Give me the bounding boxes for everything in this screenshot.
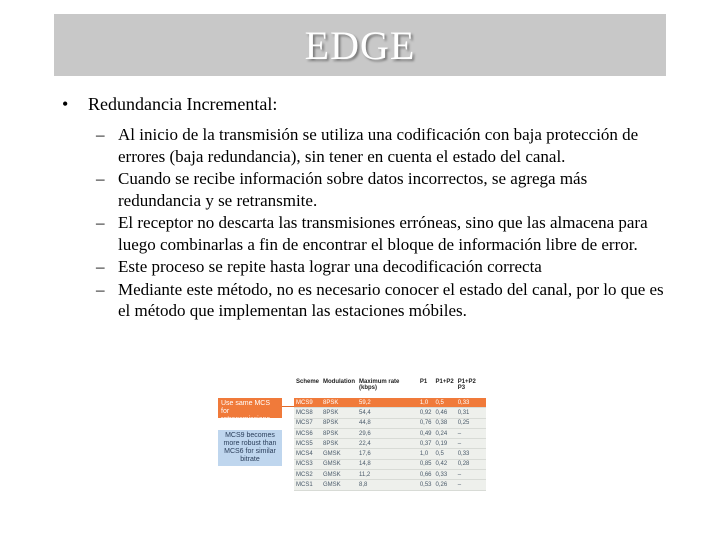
table-cell: MCS1 <box>294 480 321 490</box>
sub-bullet-text: Este proceso se repite hasta lograr una decodificación correcta <box>118 257 542 276</box>
sub-bullet-text: Cuando se recibe información sobre datos incorrectos, se agrega más redundancia y se retransmite. <box>118 169 588 210</box>
table-cell: MCS2 <box>294 470 321 480</box>
table-row <box>294 449 486 459</box>
table-cell: GMSK <box>321 480 357 490</box>
table-body <box>294 398 486 490</box>
mcs-table <box>294 378 486 491</box>
table-cell: 1,0 <box>418 449 434 459</box>
table-cell: 0,26 <box>434 480 456 490</box>
sub-bullet <box>96 212 666 255</box>
table-cell: 0,5 <box>434 398 456 408</box>
table-cell: MCS6 <box>294 428 321 438</box>
table-cell: 0,49 <box>418 428 434 438</box>
table-cell: 0,25 <box>456 418 486 428</box>
table-cell: 0,85 <box>418 459 434 469</box>
callout-connector <box>282 406 294 407</box>
table-row <box>294 439 486 449</box>
table-cell: 8PSK <box>321 398 357 408</box>
slide-title: EDGE <box>304 22 416 68</box>
main-bullet <box>62 94 277 115</box>
table-cell: GMSK <box>321 459 357 469</box>
main-bullet-text: Redundancia Incremental: <box>88 94 278 114</box>
table-cell: MCS3 <box>294 459 321 469</box>
dash-marker: – <box>96 213 105 232</box>
sub-bullet-list <box>96 124 666 323</box>
table-cell: 8PSK <box>321 408 357 418</box>
table-cell: 8,8 <box>357 480 418 490</box>
table-cell: 0,46 <box>434 408 456 418</box>
table-cell: MCS8 <box>294 408 321 418</box>
dash-marker: – <box>96 169 105 188</box>
table-cell: 54,4 <box>357 408 418 418</box>
table-cell: GMSK <box>321 449 357 459</box>
table-cell: 59,2 <box>357 398 418 408</box>
table-cell: 0,19 <box>434 439 456 449</box>
header-cell: P1 <box>418 378 434 398</box>
table-header-row <box>294 378 486 398</box>
table-cell: MCS7 <box>294 418 321 428</box>
table-cell: GMSK <box>321 470 357 480</box>
sub-bullet <box>96 279 666 322</box>
table-cell: 14,8 <box>357 459 418 469</box>
table-cell: 0,28 <box>456 459 486 469</box>
table-cell: 0,38 <box>434 418 456 428</box>
table-cell: 0,37 <box>418 439 434 449</box>
table-row <box>294 398 486 408</box>
table-cell: 17,6 <box>357 449 418 459</box>
table-cell: MCS9 <box>294 398 321 408</box>
table-cell: 0,33 <box>456 398 486 408</box>
table-cell: 0,66 <box>418 470 434 480</box>
table-cell: MCS4 <box>294 449 321 459</box>
table-cell: – <box>456 470 486 480</box>
header-cell: P1+P2 <box>434 378 456 398</box>
table-cell: MCS5 <box>294 439 321 449</box>
title-bar <box>54 14 666 76</box>
table-row <box>294 480 486 490</box>
header-cell: P1+P2 P3 <box>456 378 486 398</box>
table-cell: 22,4 <box>357 439 418 449</box>
bullet-marker: • <box>62 94 69 114</box>
table-cell: 0,76 <box>418 418 434 428</box>
table-cell: 8PSK <box>321 428 357 438</box>
table-cell: – <box>456 439 486 449</box>
dash-marker: – <box>96 125 105 144</box>
table-cell: 29,6 <box>357 428 418 438</box>
table-row <box>294 470 486 480</box>
header-cell: Scheme <box>294 378 321 398</box>
retransmission-callout: Use same MCS for retransmissions <box>218 398 282 418</box>
sub-bullet <box>96 256 666 278</box>
table-row <box>294 418 486 428</box>
header-cell: Modulation <box>321 378 357 398</box>
mcs-figure <box>214 378 486 502</box>
sub-bullet-text: El receptor no descarta las transmisiones erróneas, sino que las almacena para luego combinarlas a fin de encontrar el bloque de información libre de error. <box>118 213 648 254</box>
table-cell: – <box>456 428 486 438</box>
table-cell: 0,42 <box>434 459 456 469</box>
table-cell: 1,0 <box>418 398 434 408</box>
dash-marker: – <box>96 257 105 276</box>
sub-bullet-text: Al inicio de la transmisión se utiliza una codificación con baja protección de errores (baja redundancia), sin tener en cuenta el estado del canal. <box>118 125 639 166</box>
robustness-callout: MCS9 becomes more robust than MCS6 for similar bitrate <box>218 430 282 466</box>
table-cell: 0,33 <box>456 449 486 459</box>
dash-marker: – <box>96 279 105 299</box>
sub-bullet <box>96 124 666 167</box>
table-cell: 0,5 <box>434 449 456 459</box>
table-cell: 0,24 <box>434 428 456 438</box>
sub-bullet-text: Mediante este método, no es necesario conocer el estado del canal, por lo que es el método que implementan las estaciones móbiles. <box>118 279 664 320</box>
table-cell: 0,53 <box>418 480 434 490</box>
table-row <box>294 459 486 469</box>
table-row <box>294 428 486 438</box>
table-row <box>294 408 486 418</box>
table-cell: 8PSK <box>321 439 357 449</box>
table-cell: 8PSK <box>321 418 357 428</box>
sub-bullet <box>96 168 666 211</box>
header-cell: Maximum rate (kbps) <box>357 378 418 398</box>
table-cell: 11,2 <box>357 470 418 480</box>
table-cell: – <box>456 480 486 490</box>
table-cell: 0,92 <box>418 408 434 418</box>
table-cell: 44,8 <box>357 418 418 428</box>
table-cell: 0,33 <box>434 470 456 480</box>
table-cell: 0,31 <box>456 408 486 418</box>
